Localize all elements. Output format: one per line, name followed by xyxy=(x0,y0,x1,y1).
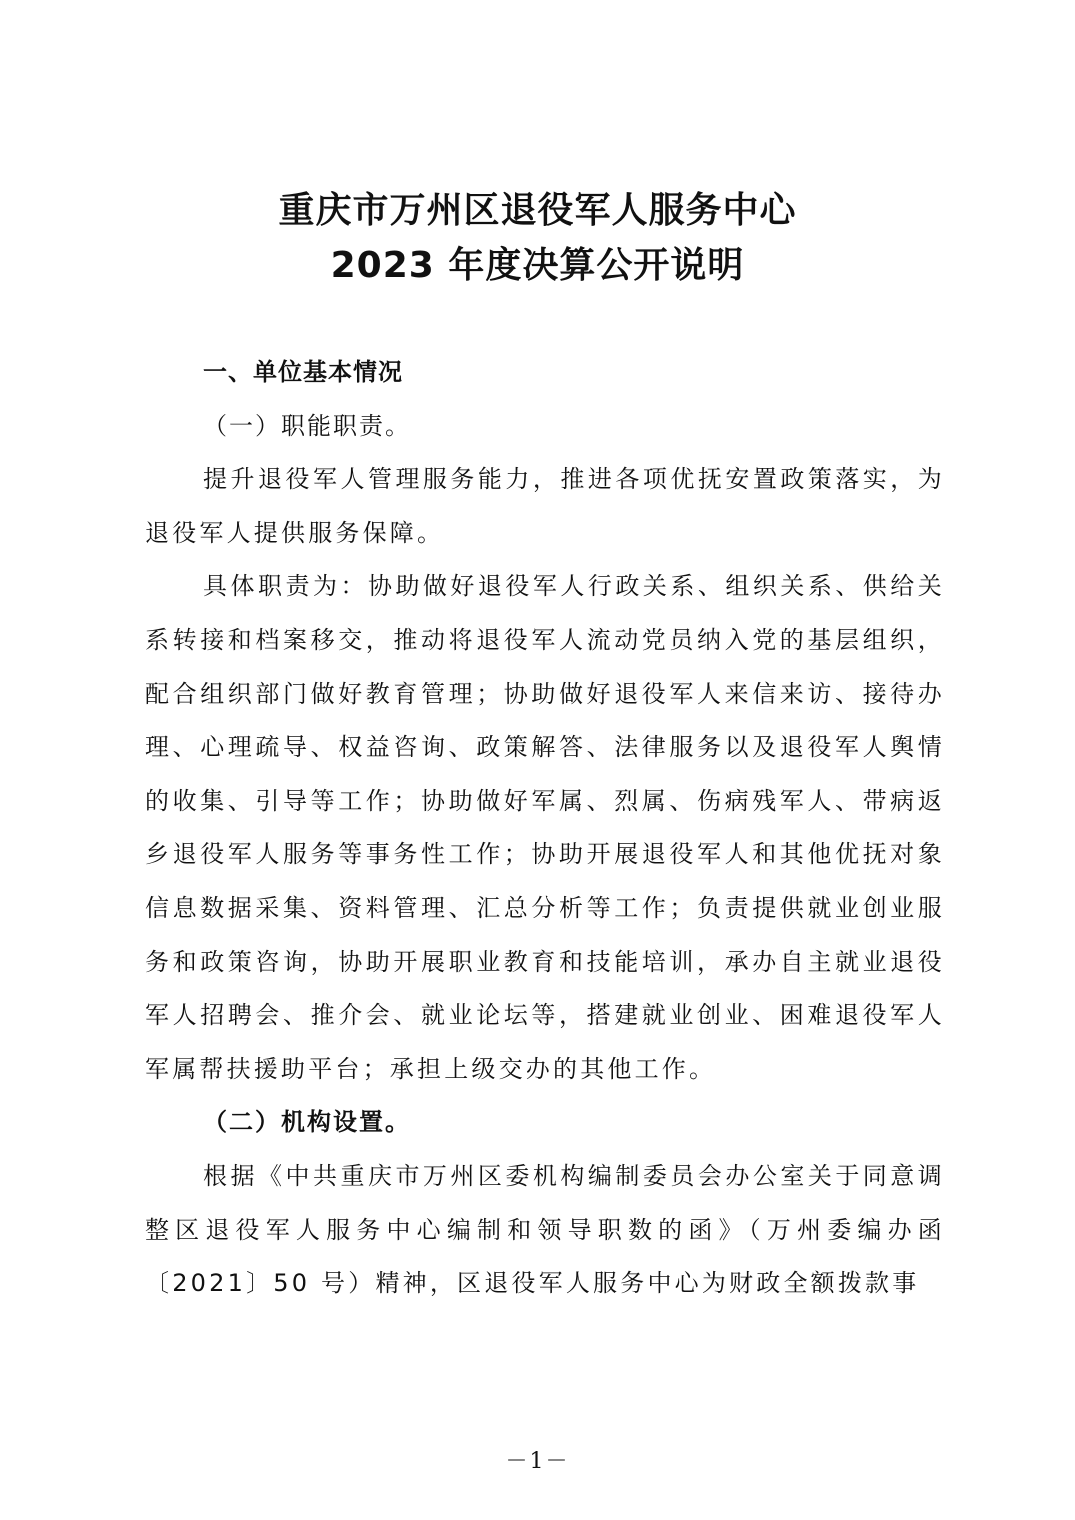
page-number: －1－ xyxy=(505,1449,570,1474)
document-body xyxy=(145,346,945,1311)
subsection-heading-organization: （二）机构设置。 xyxy=(203,1108,411,1137)
paragraph-mission: 提升退役军人管理服务能力，推进各项优抚安置政策落实，为退役军人提供服务保障。 xyxy=(145,465,945,547)
section-heading: 一、单位基本情况 xyxy=(203,358,403,386)
paragraph-duties: 具体职责为：协助做好退役军人行政关系、组织关系、供给关系转接和档案移交，推动将退役军人流动党员纳入党的基层组织，配合组织部门做好教育管理；协助做好退役军人来信来访、接待办理、心理疏导、权益咨询、政策解答、法律服务以及退役军人舆情的收集、引导等工作；协助做好军属、烈属、伤病残军人、带病返乡退役军人服务等事务性工作；协助开展退役军人和其他优抚对象信息数据采集、资料管理、汇总分析等工作；负责提供就业创业服务和政策咨询，协助开展职业教育和技能培训，承办自主就业退役军人招聘会、推介会、就业论坛等，搭建就业创业、困难退役军人军属帮扶援助平台；承担上级交办的其他工作。 xyxy=(145,572,945,1083)
document-title-line2 xyxy=(0,236,1075,296)
subsection-heading-duties: （一）职能职责。 xyxy=(203,411,411,440)
document-title-line2-text: 2023 年度决算公开说明 xyxy=(330,245,745,286)
paragraph-organization: 根据《中共重庆市万州区委机构编制委员会办公室关于同意调整区退役军人服务中心编制和领导职数的函》（万州委编办函〔2021〕50 号）精神，区退役军人服务中心为财政全额拨款事 xyxy=(145,1161,945,1298)
document-title-line1: 重庆市万州区退役军人服务中心 xyxy=(278,189,797,231)
